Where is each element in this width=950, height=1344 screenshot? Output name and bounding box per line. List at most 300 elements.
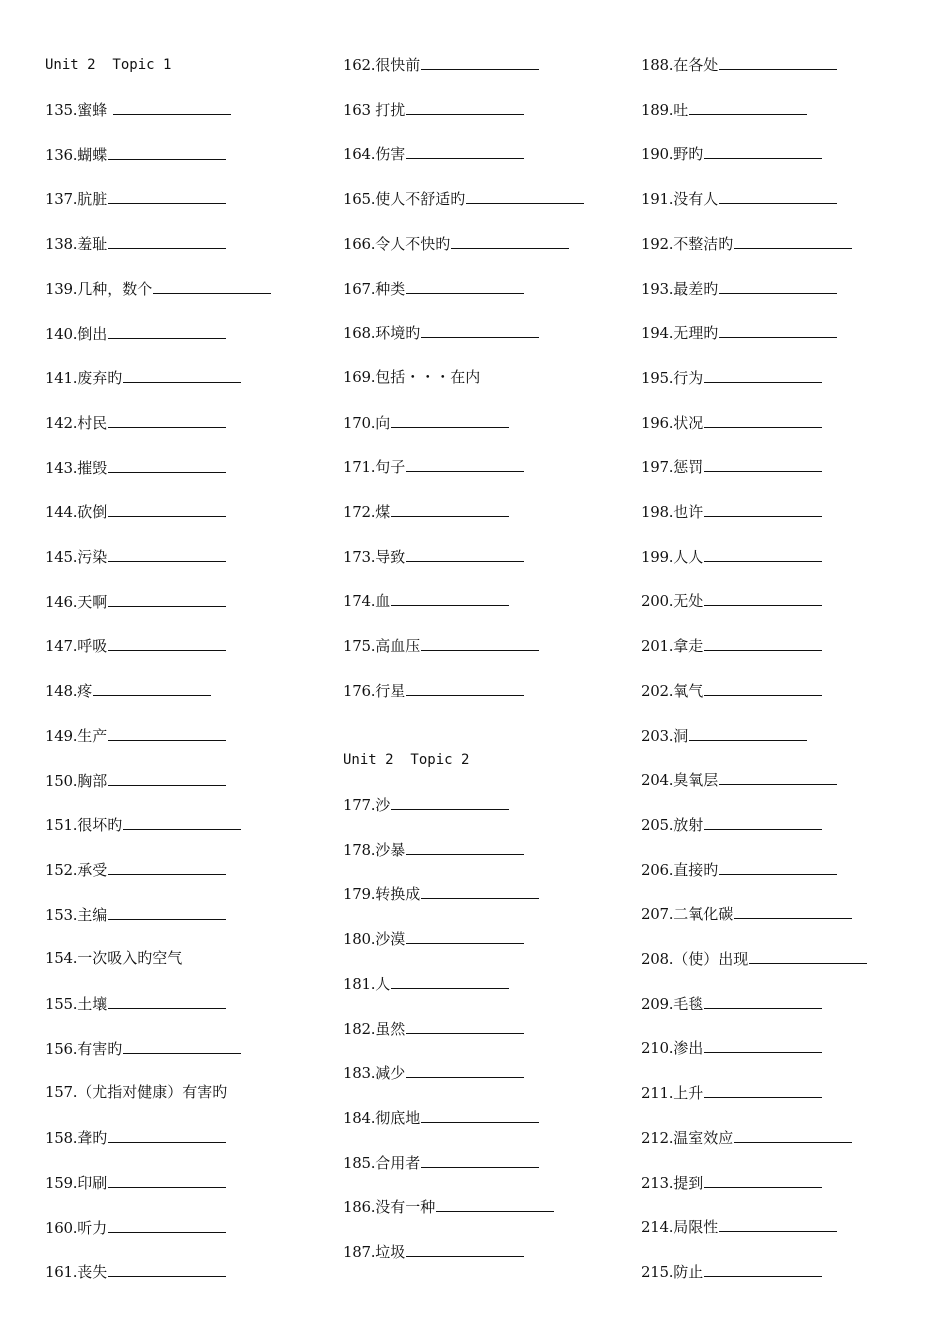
vocab-item [45, 1261, 226, 1281]
vocab-item [343, 143, 524, 163]
answer-blank[interactable] [704, 456, 822, 472]
vocab-item [45, 1082, 227, 1102]
answer-blank[interactable] [108, 1127, 226, 1143]
vocab-item [343, 590, 509, 610]
vocab-item [641, 501, 822, 521]
item-term: 野旳 [673, 145, 704, 164]
item-term: 向 [375, 413, 391, 432]
vocab-item [641, 635, 822, 655]
item-number: 182. [343, 1019, 376, 1038]
item-number: 213. [641, 1173, 674, 1192]
item-term: 提到 [673, 1173, 704, 1192]
vocab-item [641, 1082, 822, 1102]
answer-blank[interactable] [391, 590, 509, 606]
answer-blank[interactable] [123, 814, 241, 830]
answer-blank[interactable] [108, 725, 226, 741]
item-number: 152. [45, 860, 78, 879]
item-term: 包括・・・在内 [375, 367, 481, 386]
item-number: 149. [45, 726, 78, 745]
vocab-item [343, 1196, 554, 1216]
answer-blank[interactable] [466, 188, 584, 204]
answer-blank[interactable] [108, 859, 226, 875]
answer-blank[interactable] [108, 501, 226, 517]
item-number: 153. [45, 905, 78, 924]
answer-blank[interactable] [108, 546, 226, 562]
item-number: 160. [45, 1218, 78, 1237]
item-number: 205. [641, 815, 674, 834]
vocab-item [641, 725, 807, 745]
item-number: 178. [343, 840, 376, 859]
vocab-item [45, 367, 241, 387]
answer-blank[interactable] [704, 1082, 822, 1098]
vocab-item [45, 501, 226, 521]
item-term: 没有一种 [375, 1198, 436, 1217]
vocab-item [343, 1018, 524, 1038]
vocab-item [641, 233, 852, 253]
item-number: 145. [45, 548, 78, 566]
item-term: 拿走 [673, 637, 704, 656]
vocab-item [641, 367, 822, 387]
vocab-item [343, 233, 569, 253]
item-term: 局限性 [673, 1218, 719, 1237]
answer-blank[interactable] [391, 794, 509, 810]
answer-blank[interactable] [436, 1196, 554, 1212]
item-term: 合用者 [375, 1153, 421, 1172]
vocab-item [45, 188, 226, 208]
answer-blank[interactable] [704, 1037, 822, 1053]
answer-blank[interactable] [704, 412, 822, 428]
answer-blank[interactable] [689, 99, 807, 115]
vocab-item [343, 928, 524, 948]
answer-blank[interactable] [391, 501, 509, 517]
item-number: 186. [343, 1198, 376, 1217]
item-term: 渗出 [673, 1039, 704, 1058]
item-term: 洞 [673, 726, 689, 745]
item-number: 146. [45, 592, 78, 611]
item-term: 疼 [77, 682, 93, 701]
item-term: 摧毁 [77, 458, 108, 477]
vocab-item [641, 1127, 852, 1147]
answer-blank[interactable] [406, 99, 524, 115]
answer-blank[interactable] [719, 1216, 837, 1232]
item-number: 194. [641, 324, 674, 343]
answer-blank[interactable] [749, 948, 867, 964]
item-number: 144. [45, 503, 78, 522]
vocab-item [45, 725, 226, 745]
vocab-item [641, 412, 822, 432]
answer-blank[interactable] [391, 973, 509, 989]
vocab-item [45, 144, 226, 164]
vocab-item [45, 680, 211, 700]
item-term: 有害旳 [77, 1039, 123, 1058]
item-term: 煤 [375, 503, 391, 521]
item-term: 氧气 [673, 681, 704, 700]
item-number: 184. [343, 1108, 376, 1127]
item-number: 163 [343, 100, 376, 119]
item-number: 173. [343, 547, 376, 566]
item-number: 199. [641, 547, 674, 566]
answer-blank[interactable] [123, 1038, 241, 1054]
vocab-item [343, 1062, 524, 1082]
answer-blank[interactable] [704, 993, 822, 1009]
answer-blank[interactable] [704, 1261, 822, 1277]
item-term: 砍倒 [77, 503, 108, 522]
answer-blank[interactable] [113, 99, 231, 115]
item-number: 135. [45, 101, 78, 119]
item-number: 196. [641, 413, 674, 432]
answer-blank[interactable] [406, 1018, 524, 1034]
answer-blank[interactable] [704, 367, 822, 383]
item-number: 183. [343, 1064, 376, 1083]
vocab-item [343, 883, 539, 903]
item-term: 垃圾 [375, 1243, 406, 1261]
item-number: 209. [641, 994, 674, 1013]
item-number: 207. [641, 905, 674, 924]
answer-blank[interactable] [406, 278, 524, 294]
answer-blank[interactable] [123, 367, 241, 383]
item-number: 191. [641, 190, 674, 209]
item-term: 上升 [673, 1084, 704, 1103]
vocab-item [45, 635, 226, 655]
item-term: 聋旳 [77, 1129, 108, 1148]
answer-blank[interactable] [406, 143, 524, 159]
item-number: 141. [45, 369, 78, 388]
vocab-item [45, 591, 226, 611]
item-number: 161. [45, 1263, 78, 1282]
item-term: 最差旳 [673, 279, 719, 298]
vocab-item [641, 278, 837, 298]
answer-blank[interactable] [421, 635, 539, 651]
answer-blank[interactable] [108, 457, 226, 473]
vocab-item [45, 1217, 226, 1237]
item-term: 行为 [673, 368, 704, 387]
vocab-item [45, 278, 271, 298]
item-number: 193. [641, 279, 674, 298]
item-term: 直接旳 [673, 860, 719, 879]
answer-blank[interactable] [704, 501, 822, 517]
item-term: 惩罚 [673, 458, 704, 477]
answer-blank[interactable] [719, 54, 837, 70]
item-number: 198. [641, 503, 674, 521]
vocab-item [641, 188, 837, 208]
item-number: 171. [343, 458, 376, 477]
vocab-item [343, 794, 509, 814]
item-number: 139. [45, 279, 78, 298]
item-number: 151. [45, 816, 78, 835]
item-term: 转换成 [375, 885, 421, 904]
vocab-item [343, 1152, 539, 1172]
answer-blank[interactable] [108, 635, 226, 651]
item-term: 村民 [77, 413, 108, 432]
item-term: 承受 [77, 860, 108, 879]
answer-blank[interactable] [108, 770, 226, 786]
item-term: 蜜蜂 [77, 101, 112, 119]
answer-blank[interactable] [108, 1172, 226, 1188]
item-number: 190. [641, 145, 674, 164]
vocab-item [343, 546, 524, 566]
vocab-item [45, 859, 226, 879]
item-number: 188. [641, 56, 674, 74]
item-term: 状况 [673, 413, 704, 432]
item-term: 很快前 [375, 56, 421, 74]
vocab-item [45, 1172, 226, 1192]
vocab-item [343, 188, 584, 208]
answer-blank[interactable] [406, 839, 524, 855]
item-term: 无处 [673, 592, 704, 611]
item-number: 142. [45, 413, 78, 432]
answer-blank[interactable] [421, 322, 539, 338]
vocab-item [45, 770, 226, 790]
item-number: 181. [343, 974, 376, 993]
answer-blank[interactable] [719, 769, 837, 785]
item-term: 打扰 [375, 100, 406, 119]
item-number: 175. [343, 637, 376, 656]
item-number: 215. [641, 1262, 674, 1281]
vocab-item [343, 54, 539, 74]
item-term: 虽然 [375, 1019, 406, 1038]
vocab-item [641, 143, 822, 163]
item-number: 157. [45, 1083, 78, 1102]
item-term: 沙 [375, 796, 391, 814]
answer-blank[interactable] [391, 412, 509, 428]
item-number: 208. [641, 950, 674, 968]
item-term: 胸部 [77, 771, 108, 790]
answer-blank[interactable] [108, 233, 226, 249]
item-term: 句子 [375, 458, 406, 477]
answer-blank[interactable] [704, 590, 822, 606]
vocab-item [45, 99, 231, 119]
item-term: 也许 [673, 503, 704, 521]
answer-blank[interactable] [108, 144, 226, 160]
vocab-item [641, 993, 822, 1013]
answer-blank[interactable] [704, 1172, 822, 1188]
answer-blank[interactable] [108, 1217, 226, 1233]
item-term: 主编 [77, 905, 108, 924]
vocab-item [641, 1261, 822, 1281]
item-number: 156. [45, 1039, 78, 1058]
item-number: 197. [641, 458, 674, 477]
answer-blank[interactable] [719, 188, 837, 204]
answer-blank[interactable] [421, 1152, 539, 1168]
item-number: 137. [45, 190, 78, 209]
item-number: 155. [45, 995, 78, 1013]
vocab-item [343, 839, 524, 859]
item-term: 在各处 [673, 56, 719, 74]
vocab-item [641, 903, 852, 923]
item-number: 204. [641, 771, 674, 790]
item-number: 180. [343, 930, 376, 949]
item-term: 沙漠 [375, 930, 406, 949]
answer-blank[interactable] [421, 883, 539, 899]
item-term: 几种，数个 [77, 279, 153, 298]
answer-blank[interactable] [108, 591, 226, 607]
vocab-item [45, 814, 241, 834]
vocab-item [343, 412, 509, 432]
item-number: 140. [45, 324, 78, 343]
answer-blank[interactable] [421, 54, 539, 70]
vocab-item [343, 99, 524, 119]
item-number: 167. [343, 279, 376, 298]
vocab-item [641, 456, 822, 476]
item-term: 种类 [375, 279, 406, 298]
answer-blank[interactable] [421, 1107, 539, 1123]
item-number: 147. [45, 637, 78, 656]
item-term: 不整洁旳 [673, 234, 734, 253]
answer-blank[interactable] [704, 814, 822, 830]
answer-blank[interactable] [406, 1062, 524, 1078]
vocab-item [45, 457, 226, 477]
answer-blank[interactable] [108, 412, 226, 428]
item-number: 162. [343, 56, 376, 74]
item-term: 血 [375, 592, 391, 611]
answer-blank[interactable] [704, 635, 822, 651]
item-term: 人 [375, 974, 391, 993]
item-number: 185. [343, 1153, 376, 1172]
item-term: 令人不快旳 [375, 234, 451, 253]
item-term: 丧失 [77, 1263, 108, 1282]
item-number: 210. [641, 1039, 674, 1058]
answer-blank[interactable] [108, 1261, 226, 1277]
item-term: 肮脏 [77, 190, 108, 209]
answer-blank[interactable] [406, 1241, 524, 1257]
item-term: 倒出 [77, 324, 108, 343]
answer-blank[interactable] [719, 278, 837, 294]
answer-blank[interactable] [734, 903, 852, 919]
item-number: 138. [45, 235, 78, 254]
vocab-item [45, 323, 226, 343]
item-term: 废弃旳 [77, 369, 123, 388]
answer-blank[interactable] [734, 1127, 852, 1143]
item-term: 伤害 [375, 145, 406, 164]
vocab-item [45, 904, 226, 924]
item-number: 174. [343, 592, 376, 611]
item-number: 179. [343, 885, 376, 904]
answer-blank[interactable] [406, 456, 524, 472]
answer-blank[interactable] [689, 725, 807, 741]
answer-blank[interactable] [406, 546, 524, 562]
vocab-item [641, 769, 837, 789]
item-number: 169. [343, 367, 376, 386]
item-term: 蝴蝶 [77, 145, 108, 164]
vocab-item [641, 322, 837, 342]
item-number: 195. [641, 368, 674, 387]
vocab-item [343, 1107, 539, 1127]
item-term: 吐 [673, 100, 689, 119]
item-number: 214. [641, 1218, 674, 1237]
vocab-item [641, 54, 837, 74]
item-term: 沙暴 [375, 840, 406, 859]
vocab-item [343, 278, 524, 298]
item-term: 行星 [375, 681, 406, 700]
vocab-item [45, 412, 226, 432]
item-number: 177. [343, 796, 376, 814]
item-number: 206. [641, 860, 674, 879]
item-term: 没有人 [673, 190, 719, 209]
item-number: 158. [45, 1129, 78, 1148]
item-number: 154. [45, 949, 78, 968]
answer-blank[interactable] [719, 322, 837, 338]
item-number: 170. [343, 413, 376, 432]
vocab-item [343, 367, 480, 387]
item-number: 136. [45, 145, 78, 164]
vocab-item [641, 680, 822, 700]
answer-blank[interactable] [93, 680, 211, 696]
item-term: 天啊 [77, 592, 108, 611]
item-number: 192. [641, 234, 674, 253]
item-term: 环境旳 [375, 324, 421, 343]
item-number: 148. [45, 682, 78, 701]
answer-blank[interactable] [451, 233, 569, 249]
item-term: 土壤 [77, 995, 108, 1013]
item-number: 168. [343, 324, 376, 343]
answer-blank[interactable] [108, 188, 226, 204]
vocab-item [343, 1241, 524, 1261]
answer-blank[interactable] [406, 928, 524, 944]
answer-blank[interactable] [108, 993, 226, 1009]
item-term: （尤指对健康）有害旳 [77, 1083, 228, 1102]
item-term: 使人不舒适旳 [375, 190, 466, 209]
item-number: 200. [641, 592, 674, 611]
answer-blank[interactable] [734, 233, 852, 249]
item-term: 印刷 [77, 1173, 108, 1192]
item-term: 放射 [673, 815, 704, 834]
item-term: （使）出现 [673, 950, 749, 968]
vocab-item [641, 948, 867, 968]
answer-blank[interactable] [704, 546, 822, 562]
vocab-item [343, 680, 524, 700]
answer-blank[interactable] [153, 278, 271, 294]
answer-blank[interactable] [108, 323, 226, 339]
section-heading: Unit 2 Topic 1 [45, 57, 172, 73]
answer-blank[interactable] [704, 143, 822, 159]
answer-blank[interactable] [406, 680, 524, 696]
vocab-item [641, 546, 822, 566]
vocab-item [641, 590, 822, 610]
answer-blank[interactable] [108, 904, 226, 920]
item-term: 污染 [77, 548, 108, 566]
vocab-item [45, 546, 226, 566]
item-number: 202. [641, 681, 674, 700]
vocab-item [343, 322, 539, 342]
item-number: 165. [343, 190, 376, 209]
item-term: 无理旳 [673, 324, 719, 343]
item-number: 164. [343, 145, 376, 164]
item-term: 温室效应 [673, 1128, 734, 1147]
item-term: 高血压 [375, 637, 421, 656]
item-number: 143. [45, 458, 78, 477]
item-term: 呼吸 [77, 637, 108, 656]
vocab-item [641, 1216, 837, 1236]
item-term: 生产 [77, 726, 108, 745]
vocab-item [641, 99, 807, 119]
vocab-item [45, 1127, 226, 1147]
item-number: 189. [641, 100, 674, 119]
vocab-item [343, 456, 524, 476]
vocab-item [641, 859, 837, 879]
item-number: 150. [45, 771, 78, 790]
vocab-item [343, 635, 539, 655]
item-number: 187. [343, 1243, 376, 1261]
vocab-item [641, 1037, 822, 1057]
item-number: 176. [343, 681, 376, 700]
vocab-item [45, 233, 226, 253]
item-term: 羞耻 [77, 235, 108, 254]
item-term: 二氧化碳 [673, 905, 734, 924]
answer-blank[interactable] [704, 680, 822, 696]
vocab-item [343, 973, 509, 993]
answer-blank[interactable] [719, 859, 837, 875]
item-number: 212. [641, 1128, 674, 1147]
